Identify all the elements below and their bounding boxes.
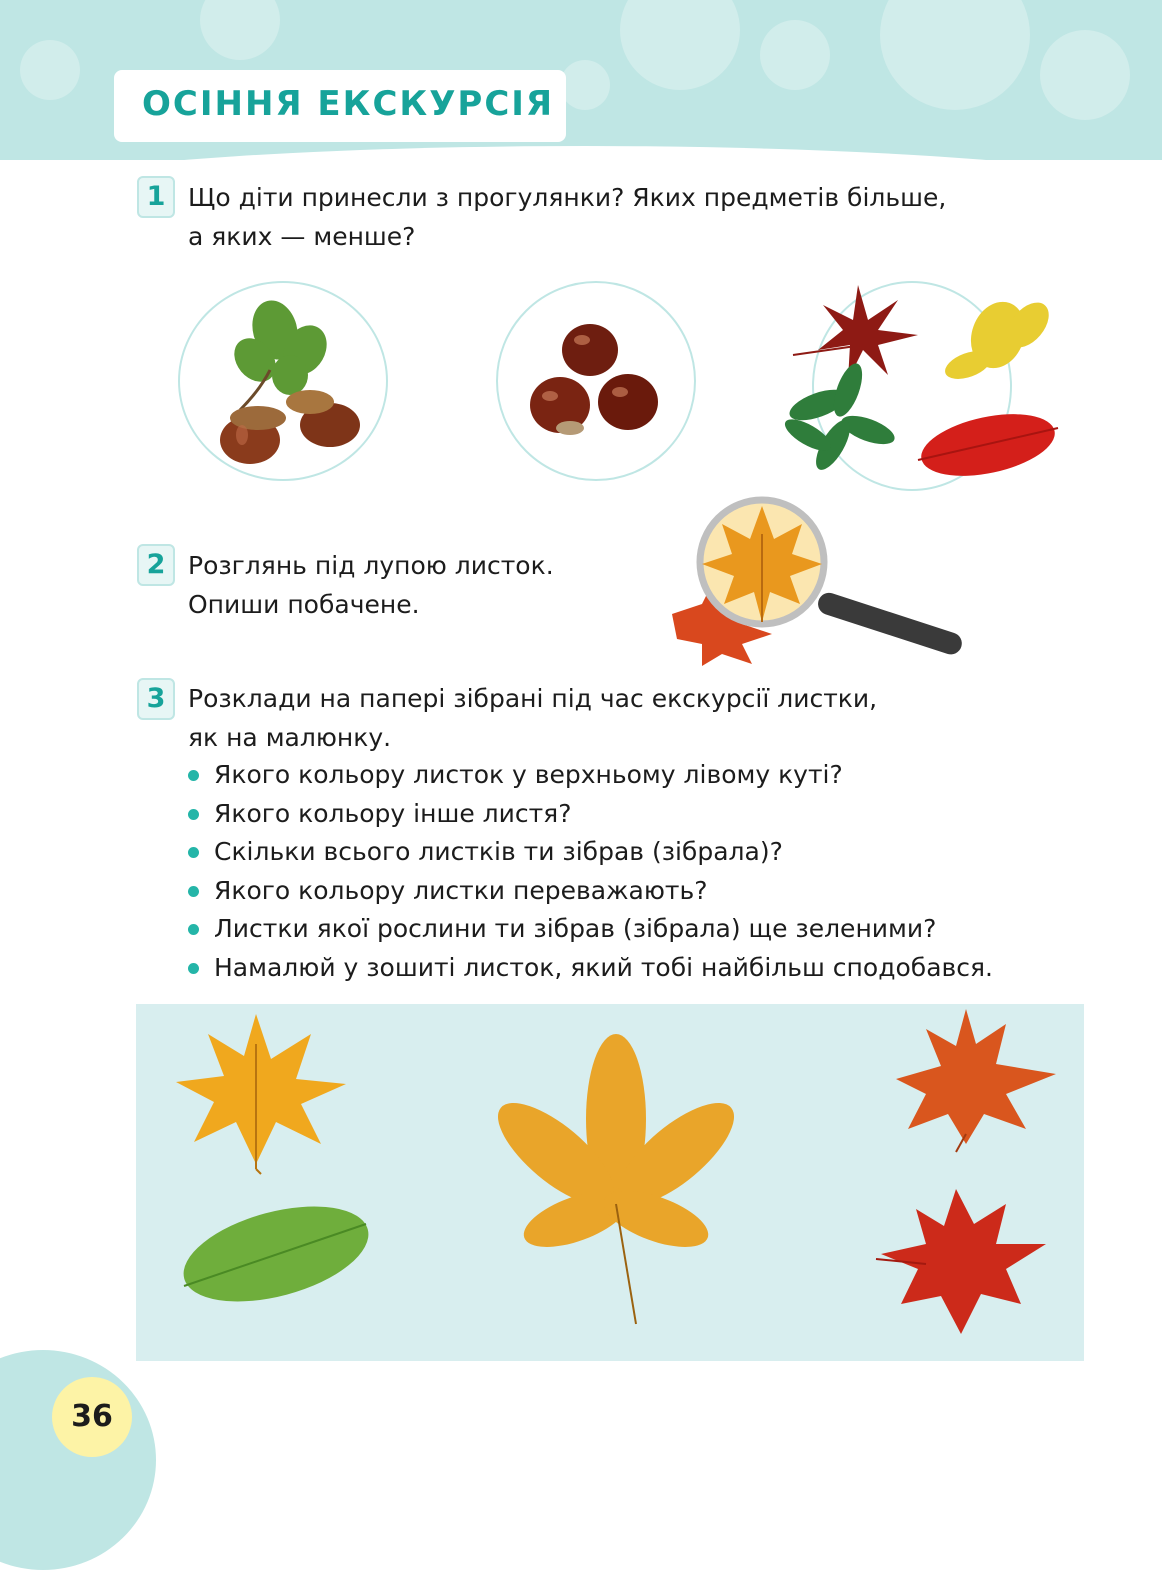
list-item	[186, 872, 993, 911]
list-item	[186, 833, 993, 872]
list-item	[186, 910, 993, 949]
bullet-text: Якого кольору інше листя?	[214, 798, 572, 828]
task-3-line-1: Розклади на папері зібрані під час екскурсії листки,	[188, 684, 878, 713]
task-2-line-2: Опиши побачене.	[188, 590, 420, 619]
list-item	[186, 795, 993, 834]
bullet-text: Якого кольору листки переважають?	[214, 875, 708, 905]
page-number: 36	[71, 1399, 113, 1434]
task-number-2: 2	[137, 544, 175, 586]
bullet-icon	[188, 963, 199, 974]
task-3-bullets	[186, 756, 993, 987]
bullet-icon	[188, 924, 199, 935]
page-number-badge	[52, 1377, 132, 1457]
task-1-line-2: а яких — менше?	[188, 222, 416, 251]
bullet-text: Намалюй у зошиті листок, який тобі найбільш сподобався.	[214, 952, 993, 982]
task-number-3: 3	[137, 678, 175, 720]
bullet-text: Скільки всього листків ти зібрав (зібрала)?	[214, 837, 783, 866]
task-2-line-1: Розглянь під лупою листок.	[188, 551, 554, 580]
green-leaf-icon	[173, 1189, 378, 1319]
page-title: ОСІННЯ ЕКСКУРСІЯ	[142, 84, 555, 124]
list-item	[186, 949, 993, 988]
bullet-text: Якого кольору листок у верхньому лівому куті?	[214, 760, 843, 789]
red-maple-leaf-icon	[876, 1189, 1046, 1334]
title-box	[114, 70, 566, 142]
leaf-collage-panel	[136, 1004, 1084, 1361]
chestnut-leaf-icon	[483, 1034, 749, 1324]
chestnuts-icon	[520, 310, 670, 460]
yellow-maple-leaf-icon	[176, 1014, 346, 1174]
bullet-icon	[188, 770, 199, 781]
leaf-collage-icon	[136, 1004, 1084, 1361]
bullet-icon	[188, 809, 199, 820]
task-1-line-1: Що діти принесли з прогулянки? Яких предметів більше,	[188, 183, 947, 212]
list-item	[186, 756, 993, 795]
bullet-text: Листки якої рослини ти зібрав (зібрала) ще зеленими?	[214, 914, 937, 943]
bullet-icon	[188, 847, 199, 858]
task-number-1: 1	[137, 176, 175, 218]
autumn-leaves-icon	[778, 280, 1060, 490]
acorns-icon	[200, 290, 370, 470]
task-3-line-2: як на малюнку.	[188, 723, 392, 752]
magnifier-icon	[662, 494, 974, 666]
bullet-icon	[188, 886, 199, 897]
orange-maple-leaf-icon	[896, 1009, 1056, 1152]
